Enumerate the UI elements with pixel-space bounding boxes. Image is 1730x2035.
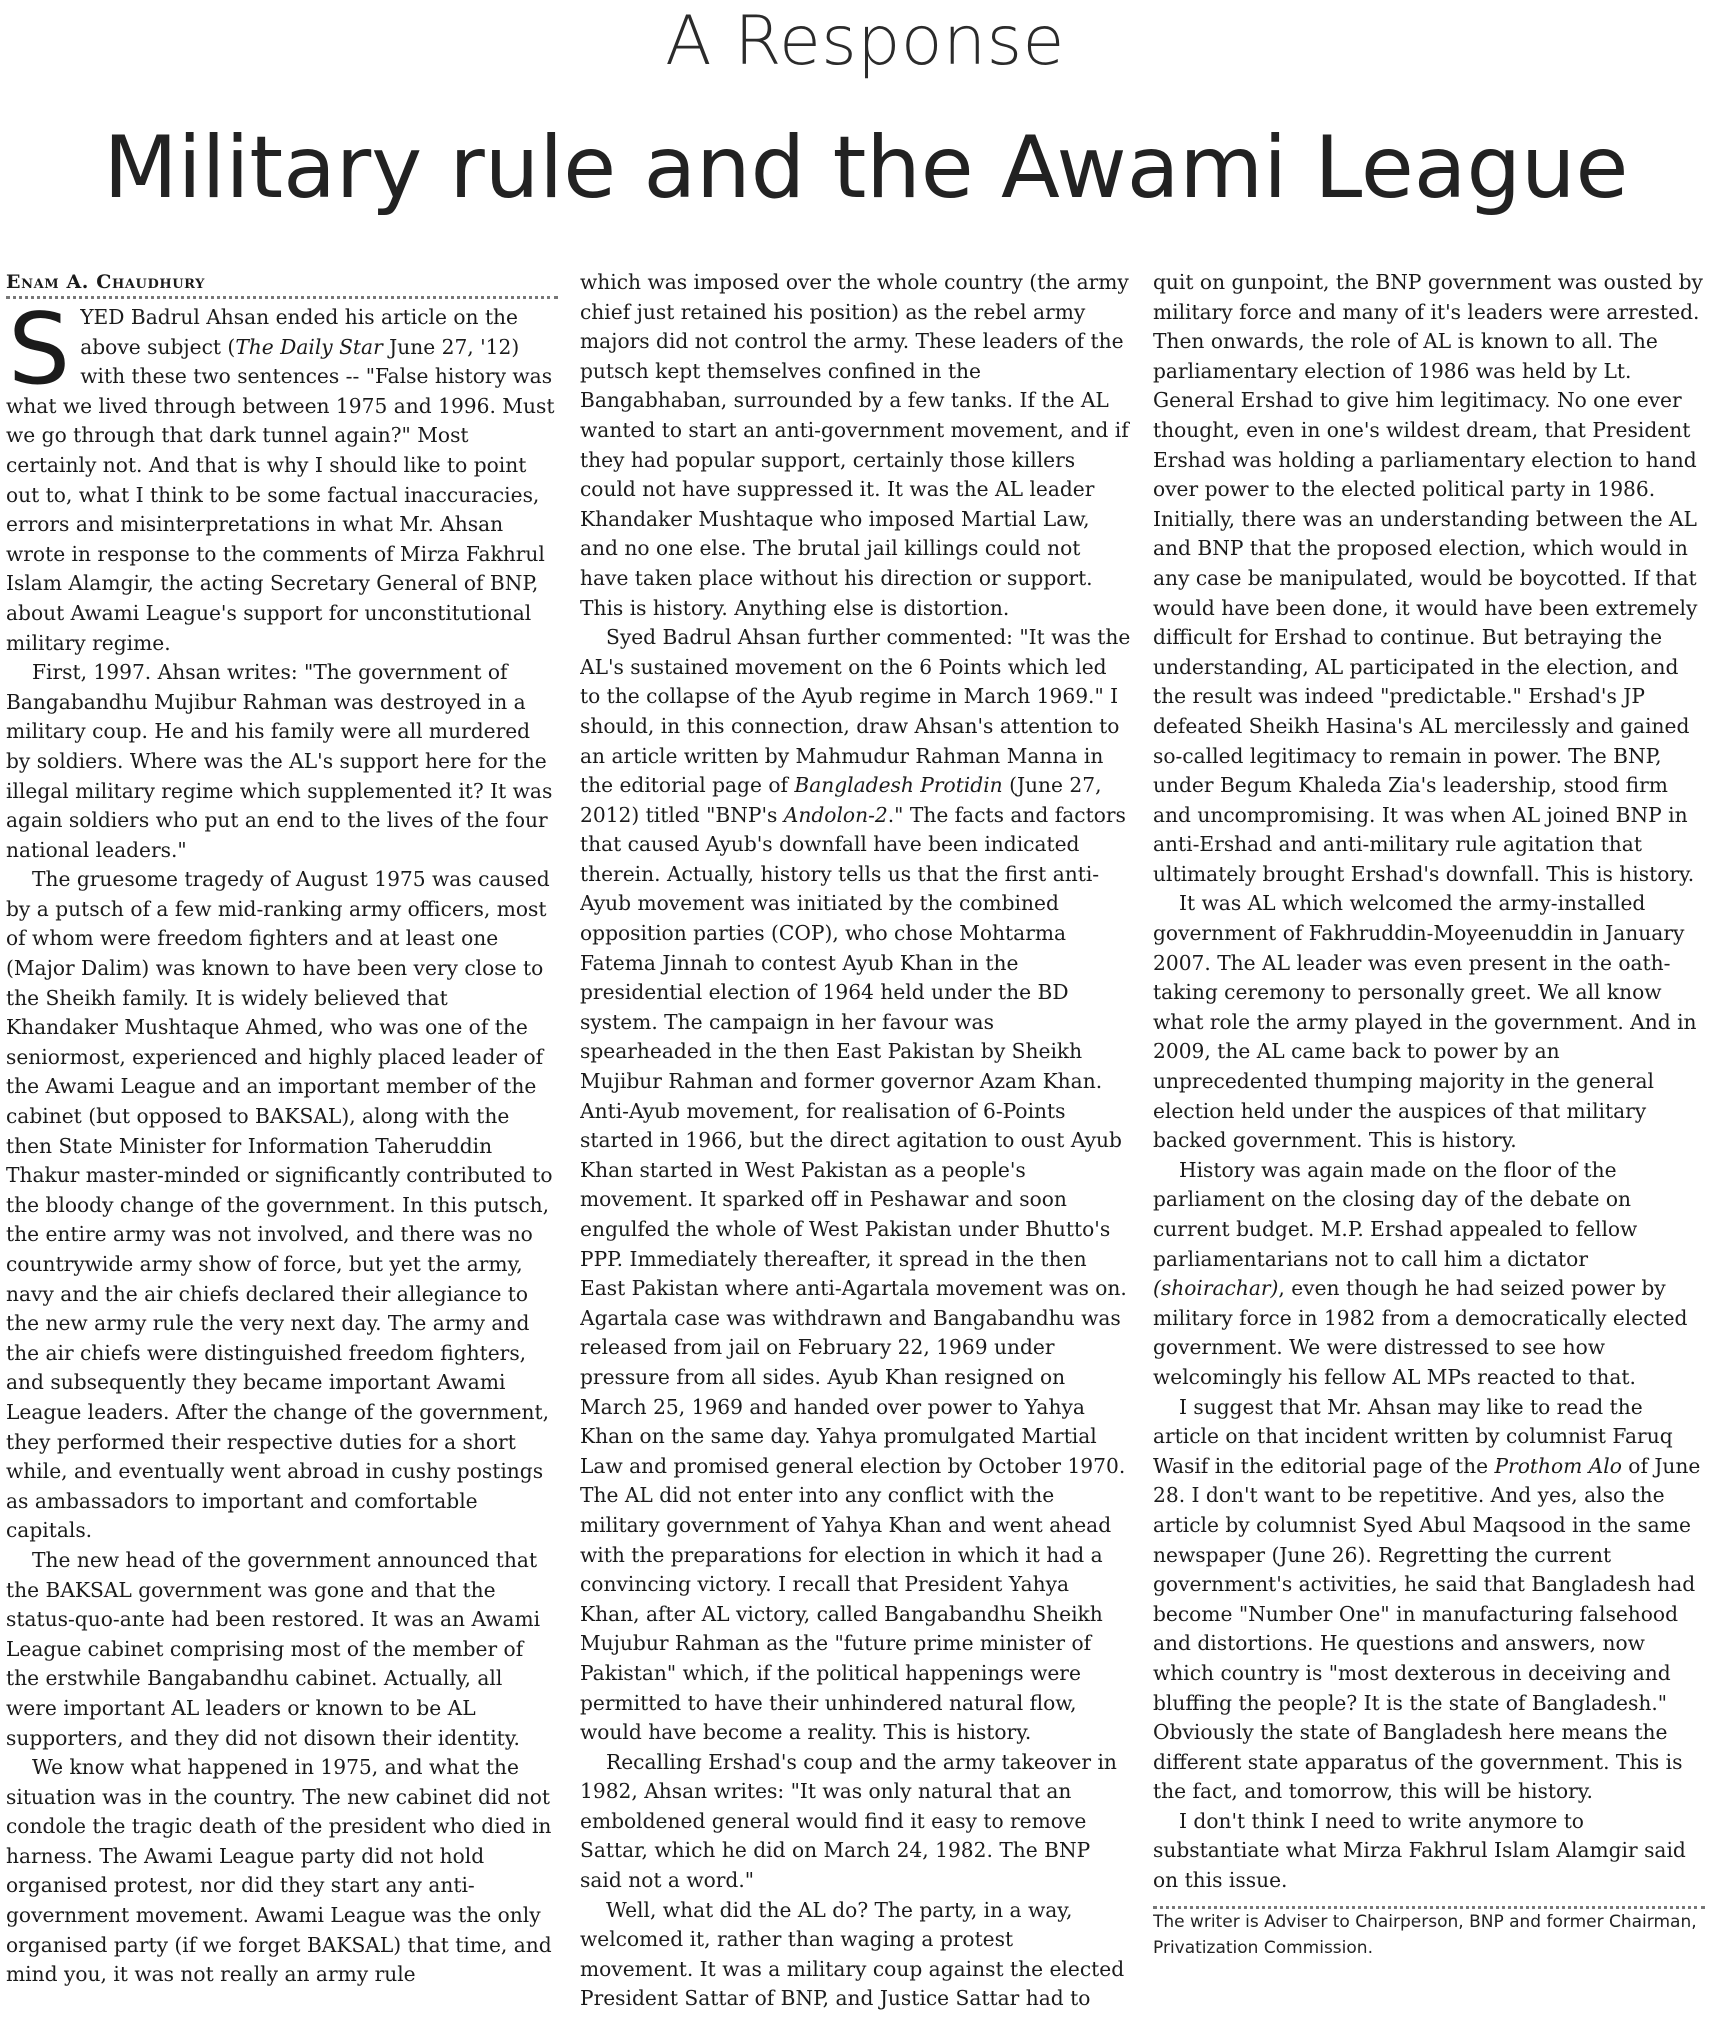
- column-2: [580, 268, 1132, 2030]
- paragraph: The new head of the government announced that the BAKSAL government was gone and that the status-quo-ante had been restored. It was an Awami League cabinet comprising most of the member of the erstwhile Bangabandhu cabinet. Actually, all were important AL leaders or known to be AL supporters, and they did not disown their identity.: [6, 1547, 541, 1750]
- paragraph: Recalling Ershad's coup and the army takeover in 1982, Ahsan writes: "It was only natural that an emboldened general would find it easy to remove Sattar, which he did on March 24, 1982. The BNP said not a word.": [580, 1749, 1117, 1893]
- paragraph: Well, what did the AL do? The party, in a way, welcomed it, rather than waging a protest movement. It was a military coup against the elected President Sattar of BNP, and Justice Sattar had to: [580, 1897, 1125, 2011]
- lead-paragraph: SYED Badrul Ahsan ended his article on the above subject (The Daily Star June 27, '12) with these two sentences -- "False history was what we lived through between 1975 and 1996. Must we go through that dark tunnel again?" Most certainly not. And that is why I should like to point out to, what I think to be some factual inaccuracies, errors and misinterpretations in what Mr. Ahsan wrote in response to the comments of Mirza Fakhrul Islam Alamgir, the acting Secretary General of BNP, about Awami League's support for unconstitutional military regime.: [6, 293, 555, 655]
- paragraph: It was AL which welcomed the army-installed government of Fakhruddin-Moyeenuddin in January 2007. The AL leader was even present in the oath-taking ceremony to personally greet. We all know what role the army played in the government. And in 2009, the AL came back to power by an unprecedented thumping majority in the general election held under the auspices of that military backed government. This is history.: [1153, 891, 1697, 1153]
- column-1: [6, 268, 558, 2030]
- paragraph: I don't think I need to write anymore to substantiate what Mirza Fakhrul Islam Alamgir said on this issue.: [1153, 1808, 1686, 1893]
- paragraph: First, 1997. Ahsan writes: "The government of Bangabandhu Mujibur Rahman was destroyed in a military coup. He and his family were all murdered by soldiers. Where was the AL's support here for the illegal military regime which supplemented it? It was again soldiers who put an end to the lives of the four national leaders.": [6, 660, 553, 862]
- byline: Enam A. Chaudhury: [6, 268, 558, 299]
- paragraph: which was imposed over the whole country (the army chief just retained his position) as the rebel army majors did not control the army. These leaders of the putsch kept themselves confined in the Bangabhaban, surrounded by a few tanks. If the AL wanted to start an anti-government movement, and if they had popular support, certainly those killers could not have suppressed it. It was the AL leader Khandaker Mushtaque who imposed Martial Law, and no one else. The brutal jail killings could not have taken place without his direction or support. This is history. Anything else is distortion.: [580, 270, 1129, 620]
- paragraph: History was again made on the floor of the parliament on the closing day of the debate on current budget. M.P. Ershad appealed to fellow parliamentarians not to call him a dictator (shoirachar), even though he had seized power by military force in 1982 from a democratically elected government. We were distressed to see how welcomingly his fellow AL MPs reacted to that.: [1153, 1157, 1688, 1389]
- author-tagline: The writer is Adviser to Chairperson, BNP and former Chairman, Privatization Commission.: [1153, 1911, 1697, 1958]
- headline: Military rule and the Awami League: [103, 118, 1629, 218]
- kicker: A Response: [665, 2, 1065, 81]
- drop-cap: S: [8, 293, 71, 407]
- paragraph: The gruesome tragedy of August 1975 was caused by a putsch of a few mid-ranking army officers, most of whom were freedom fighters and at least one (Major Dalim) was known to have been very close to the Sheikh family. It is widely believed that Khandaker Mushtaque Ahmed, who was one of the seniormost, experienced and highly placed leader of the Awami League and an important member of the cabinet (but opposed to BAKSAL), along with the then State Minister for Information Taheruddin Thakur master-minded or significantly contributed to the bloody change of the government. In this putsch, the entire army was not involved, and there was no countrywide army show of force, but yet the army, navy and the air chiefs declared their allegiance to the new army rule the very next day. The army and the air chiefs were distinguished freedom fighters, and subsequently they became important Awami League leaders. After the change of the government, they performed their respective duties for a short while, and eventually went abroad in cushy postings as ambassadors to important and comfortable capitals.: [6, 867, 553, 1543]
- column-3: [1153, 268, 1705, 2030]
- paragraph: Syed Badrul Ahsan further commented: "It was the AL's sustained movement on the 6 Points which led to the collapse of the Ayub regime in March 1969." I should, in this connection, draw Ahsan's attention to an article written by Mahmudur Rahman Manna in the editorial page of Bangladesh Protidin (June 27, 2012) titled "BNP's Andolon-2." The facts and factors that caused Ayub's downfall have been indicated therein. Actually, history tells us that the first anti-Ayub movement was initiated by the combined opposition parties (COP), who chose Mohtarma Fatema Jinnah to contest Ayub Khan in the presidential election of 1964 held under the BD system. The campaign in her favour was spearheaded in the then East Pakistan by Sheikh Mujibur Rahman and former governor Azam Khan. Anti-Ayub movement, for realisation of 6-Points started in 1966, but the direct agitation to oust Ayub Khan started in West Pakistan as a people's movement. It sparked off in Peshawar and soon engulfed the whole of West Pakistan under Bhutto's PPP. Immediately thereafter, it spread in the then East Pakistan where anti-Agartala movement was on. Agartala case was withdrawn and Bangabandhu was released from jail on February 22, 1969 under pressure from all sides. Ayub Khan resigned on March 25, 1969 and handed over power to Yahya Khan on the same day. Yahya promulgated Martial Law and promised general election by October 1970. The AL did not enter into any conflict with the military government of Yahya Khan and went ahead with the preparations for election in which it had a convincing victory. I recall that President Yahya Khan, after AL victory, called Bangabandhu Sheikh Mujubur Rahman as the "future prime minister of Pakistan" which, if the political happenings were permitted to have their unhindered natural flow, would have become a reality. This is history.: [580, 625, 1131, 1745]
- paragraph: quit on gunpoint, the BNP government was ousted by military force and many of it's leaders were arrested. Then onwards, the role of AL is known to all. The parliamentary election of 1986 was held by Lt. General Ershad to give him legitimacy. No one ever thought, even in one's wildest dream, that President Ershad was holding a parliamentary election to hand over power to the elected political party in 1986. Initially, there was an understanding between the AL and BNP that the proposed election, which would in any case be manipulated, would be boycotted. If that would have been done, it would have been extremely difficult for Ershad to continue. But betraying the understanding, AL participated in the election, and the result was indeed "predictable." Ershad's JP defeated Sheikh Hasina's AL mercilessly and gained so-called legitimacy to remain in power. The BNP, under Begum Khaleda Zia's leadership, stood firm and uncompromising. It was when AL joined BNP in anti-Ershad and anti-military rule agitation that ultimately brought Ershad's downfall. This is history.: [1153, 270, 1703, 886]
- paragraph: We know what happened in 1975, and what the situation was in the country. The new cabinet did not condole the tragic death of the president who died in harness. The Awami League party did not hold organised protest, nor did they start any anti-government movement. Awami League was the only organised party (if we forget BAKSAL) that time, and mind you, it was not really an army rule: [6, 1755, 552, 1987]
- paragraph: I suggest that Mr. Ahsan may like to read the article on that incident written by columnist Faruq Wasif in the editorial page of the Prothom Alo of June 28. I don't want to be repetitive. And yes, also the article by columnist Syed Abul Maqsood in the same newspaper (June 26). Regretting the current government's activities, he said that Bangladesh had become "Number One" in manufacturing falsehood and distortions. He questions and answers, now which country is "most dexterous in deceiving and bluffing the people? It is the state of Bangladesh." Obviously the state of Bangladesh here means the different state apparatus of the government. This is the fact, and tomorrow, this will be history.: [1153, 1394, 1701, 1804]
